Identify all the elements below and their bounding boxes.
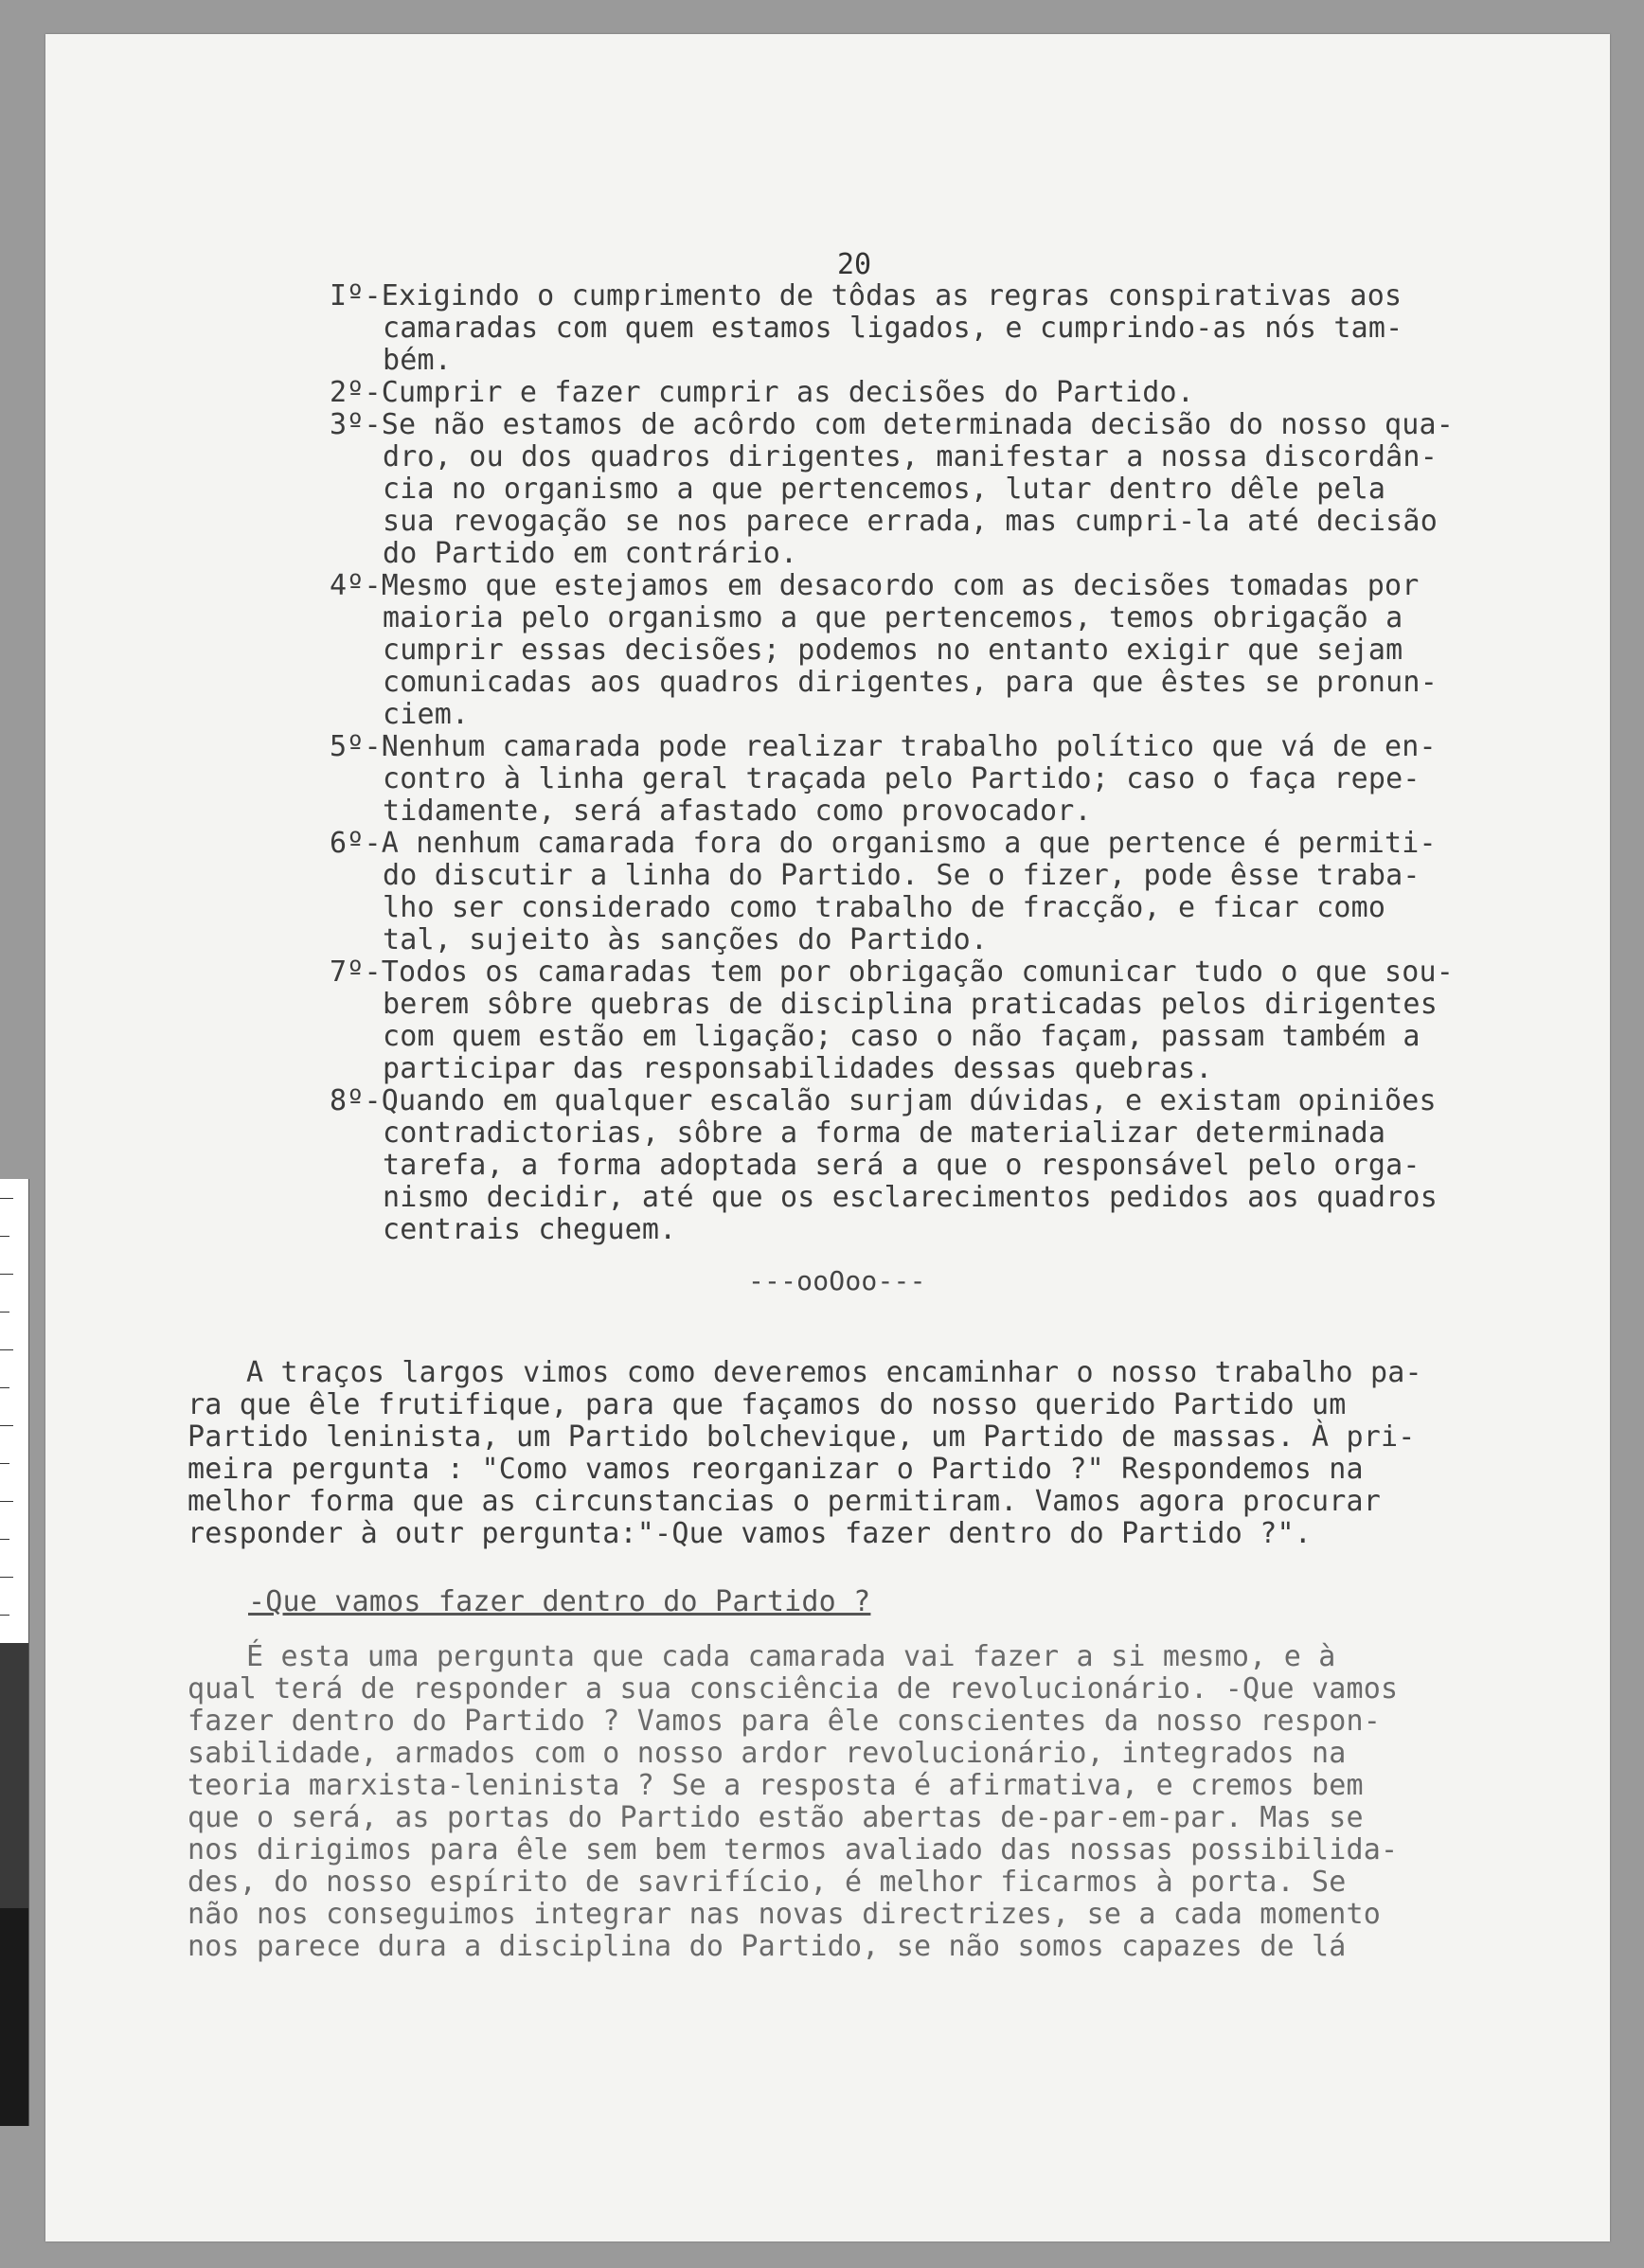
paragraph-line: melhor forma que as circunstancias o permitiram. Vamos agora procurar: [188, 1485, 1382, 1518]
paragraph-line: qual terá de responder a sua consciência de revolucionário. -Que vamos: [188, 1672, 1399, 1705]
rule-line: 3º-Se não estamos de acôrdo com determinada decisão do nosso qua-: [330, 408, 1454, 441]
rule-line: sua revogação se nos parece errada, mas cumpri-la até decisão: [383, 505, 1438, 538]
rule-line: participar das responsabilidades dessas quebras.: [383, 1052, 1213, 1085]
section-separator: ---ooOoo---: [748, 1265, 926, 1296]
rule-line: dro, ou dos quadros dirigentes, manifestar a nossa discordân-: [383, 440, 1438, 473]
rule-item: [330, 570, 1570, 731]
paragraph-line: nos dirigimos para êle sem bem termos avaliado das nossas possibilida-: [188, 1833, 1399, 1866]
paragraph-line: meira pergunta : "Como vamos reorganizar o Partido ?" Respondemos na: [188, 1453, 1364, 1486]
rule-line: tal, sujeito às sanções do Partido.: [383, 923, 989, 956]
rule-line: bém.: [383, 344, 453, 377]
rule-line: contradictorias, sôbre a forma de materializar determinada: [383, 1116, 1386, 1150]
rule-line: 5º-Nenhum camarada pode realizar trabalho político que vá de en-: [330, 730, 1437, 763]
rule-item: [330, 1085, 1570, 1246]
paragraph-1: [188, 1357, 1570, 1550]
paragraph-line: responder à outr pergunta:"-Que vamos fazer dentro do Partido ?".: [188, 1517, 1312, 1550]
rule-line: cia no organismo a que pertencemos, lutar dentro dêle pela: [383, 473, 1386, 506]
paragraph-line: É esta uma pergunta que cada camarada vai fazer a si mesmo, e à: [246, 1640, 1336, 1673]
subheading: -Que vamos fazer dentro do Partido ?: [248, 1585, 871, 1618]
rule-item: [330, 280, 1570, 377]
paragraph-line: que o será, as portas do Partido estão abertas de-par-em-par. Mas se: [188, 1801, 1364, 1834]
paragraph-line: teoria marxista-leninista ? Se a resposta é afirmativa, e cremos bem: [188, 1769, 1364, 1802]
rule-line: 6º-A nenhum camarada fora do organismo a que pertence é permiti-: [330, 827, 1437, 860]
paragraph-line: ra que êle frutifique, para que façamos do nosso querido Partido um: [188, 1388, 1347, 1421]
rule-item: [330, 409, 1570, 570]
rules-list: [330, 280, 1570, 1246]
rule-line: do discutir a linha do Partido. Se o fizer, pode êsse traba-: [383, 859, 1421, 892]
paragraph-line: des, do nosso espírito de savrifício, é melhor ficarmos à porta. Se: [188, 1866, 1347, 1899]
rule-line: centrais cheguem.: [383, 1213, 677, 1246]
rule-line: Iº-Exigindo o cumprimento de tôdas as regras conspirativas aos: [330, 279, 1403, 313]
paragraph-line: fazer dentro do Partido ? Vamos para êle conscientes da nosso respon-: [188, 1705, 1382, 1738]
paragraph-2: [188, 1641, 1570, 1963]
rule-line: ciem.: [383, 698, 470, 731]
rule-line: com quem estão em ligação; caso o não façam, passam também a: [383, 1020, 1421, 1053]
page-number: 20: [837, 248, 872, 281]
rule-line: comunicadas aos quadros dirigentes, para que êstes se pronun-: [383, 666, 1438, 699]
paragraph-line: não nos conseguimos integrar nas novas directrizes, se a cada momento: [188, 1898, 1382, 1931]
rule-line: do Partido em contrário.: [383, 537, 798, 570]
rule-item: [330, 828, 1570, 956]
rule-line: 2º-Cumprir e fazer cumprir as decisões do Partido.: [330, 376, 1195, 409]
paragraph-line: A traços largos vimos como deveremos encaminhar o nosso trabalho pa-: [246, 1356, 1422, 1389]
paragraph-line: nos parece dura a disciplina do Partido, se não somos capazes de lá: [188, 1930, 1347, 1963]
rule-item: [330, 731, 1570, 828]
paragraph-line: sabilidade, armados com o nosso ardor revolucionário, integrados na: [188, 1737, 1347, 1770]
rule-line: camaradas com quem estamos ligados, e cumprindo-as nós tam-: [383, 312, 1403, 345]
rule-line: 4º-Mesmo que estejamos em desacordo com as decisões tomadas por: [330, 569, 1420, 602]
rule-line: contro à linha geral traçada pelo Partido; caso o faça repe-: [383, 762, 1421, 795]
rule-line: 8º-Quando em qualquer escalão surjam dúvidas, e existam opiniões: [330, 1084, 1437, 1117]
rule-item: [330, 956, 1570, 1085]
rule-line: tidamente, será afastado como provocador.: [383, 795, 1092, 828]
rule-line: berem sôbre quebras de disciplina praticadas pelos dirigentes: [383, 988, 1438, 1021]
rule-line: cumprir essas decisões; podemos no entanto exigir que sejam: [383, 634, 1403, 667]
scale-ruler: [0, 1179, 29, 2126]
rule-line: tarefa, a forma adoptada será a que o responsável pelo orga-: [383, 1149, 1421, 1182]
rule-line: maioria pelo organismo a que pertencemos, temos obrigação a: [383, 601, 1403, 634]
rule-line: nismo decidir, até que os esclarecimentos pedidos aos quadros: [383, 1181, 1438, 1214]
rule-line: 7º-Todos os camaradas tem por obrigação comunicar tudo o que sou-: [330, 955, 1454, 989]
paragraph-line: Partido leninista, um Partido bolchevique, um Partido de massas. À pri-: [188, 1420, 1416, 1454]
rule-line: lho ser considerado como trabalho de fracção, e ficar como: [383, 891, 1386, 924]
rule-item: [330, 377, 1570, 409]
